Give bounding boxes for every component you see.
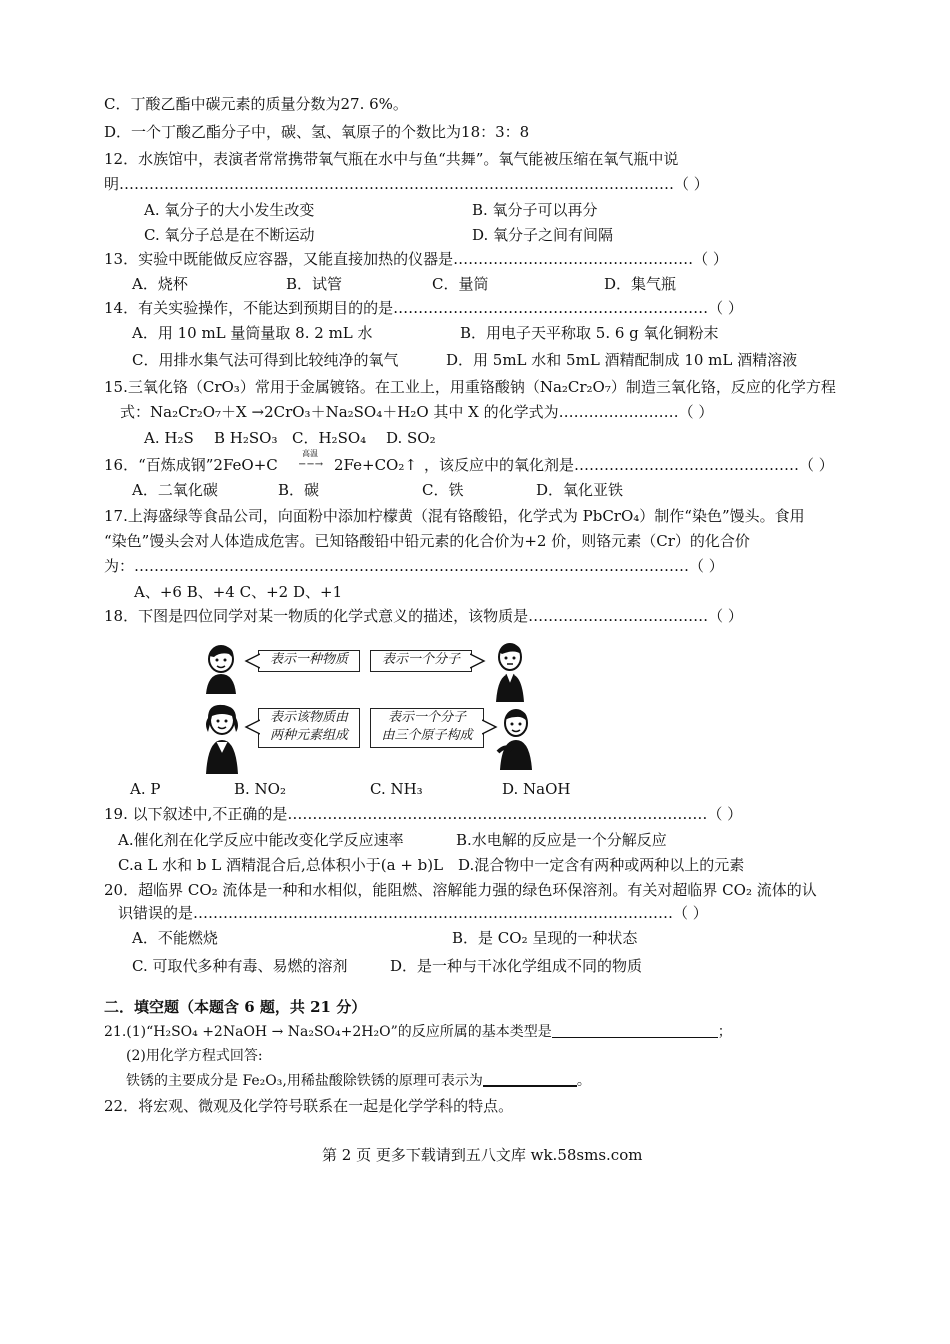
q15-option-b: B H₂SO₃ <box>214 429 278 447</box>
q19-option-b: B.水电解的反应是一个分解反应 <box>456 831 667 849</box>
q19-option-c: C.a L 水和 b L 酒精混合后,总体积小于(a + b)L <box>118 856 444 874</box>
q15-stem-line1: 15.三氧化铬（CrO₃）常用于金属镀铬。在工业上，用重铬酸钠（Na₂Cr₂O₇）制造三氧化铬，反应的化学方程 <box>104 378 836 396</box>
section-heading: 二．填空题（本题含 6 题，共 21 分） <box>104 998 367 1016</box>
q18-option-b: B. NO₂ <box>234 780 286 798</box>
q18-option-d: D. NaOH <box>502 780 571 798</box>
q20-option-a: A．不能燃烧 <box>132 929 218 947</box>
bubble-pointer-left-icon <box>244 718 260 736</box>
student-icon <box>202 644 240 694</box>
bubble-pointer-right-icon <box>470 652 486 670</box>
bubble-pointer-left-icon <box>244 652 260 670</box>
q16-option-b: B．碳 <box>278 481 320 499</box>
answer-blank-1[interactable] <box>552 1023 718 1038</box>
q20-option-d: D．是一种与干冰化学组成不同的物质 <box>390 957 643 975</box>
q21-part1-end: ； <box>717 1024 732 1040</box>
page-footer: 第 2 页 更多下载请到五八文库 wk.58sms.com <box>322 1146 643 1164</box>
q16-reaction-condition: 高温 <box>302 449 318 458</box>
q16-products: 2Fe+CO₂↑ <box>334 456 417 474</box>
q21-part1-text: 21.(1)“H₂SO₄ +2NaOH → Na₂SO₄+2H₂O”的反应所属的基本类型是 <box>104 1024 552 1040</box>
q20-option-c: C. 可取代多种有毒、易燃的溶剂 <box>132 957 348 975</box>
q15-option-c: C．H₂SO₄ <box>292 429 367 447</box>
q17-stem-line1: 17.上海盛绿等食品公司，向面粉中添加柠檬黄（混有铬酸铅，化学式为 PbCrO₄）制作“染色”馒头。食用 <box>104 507 805 525</box>
student-icon <box>200 702 244 774</box>
q13-stem: 13．实验中既能做反应容器，又能直接加热的仪器是…………………………………………（ ） <box>104 250 728 268</box>
q16-option-d: D．氧化亚铁 <box>536 481 624 499</box>
q21-part1 <box>104 1022 732 1042</box>
q12-option-c: C. 氧分子总是在不断运动 <box>144 226 315 244</box>
q14-option-c: C．用排水集气法可得到比较纯净的氧气 <box>132 351 399 369</box>
speech-bubble-1 <box>258 650 360 672</box>
speech-bubble-4 <box>370 708 484 748</box>
q21-part3 <box>126 1071 591 1091</box>
q12-stem-line2: 明…………………………………………………………………………………………………（ ） <box>104 175 709 193</box>
q20-option-b: B．是 CO₂ 呈现的一种状态 <box>452 929 638 947</box>
answer-blank-2[interactable] <box>483 1071 577 1087</box>
speech-bubble-3 <box>258 708 360 748</box>
q15-option-a: A. H₂S <box>144 429 194 447</box>
q14-stem: 14．有关实验操作，不能达到预期目的的是………………………………………………………（ ） <box>104 299 743 317</box>
q17-options: A、+6 B、+4 C、+2 D、+1 <box>134 583 343 601</box>
q19-stem: 19. 以下叙述中,不正确的是…………………………………………………………………………（ ） <box>104 805 743 823</box>
q17-stem-line3: 为：…………………………………………………………………………………………………（ ） <box>104 557 724 575</box>
q13-option-d: D．集气瓶 <box>604 275 677 293</box>
q12-stem-line1: 12．水族馆中，表演者常常携带氧气瓶在水中与鱼“共舞”。氧气能被压缩在氧气瓶中说 <box>104 150 679 168</box>
bubble-3-line1: 表示该物质由 <box>269 710 348 725</box>
q19-option-d: D.混合物中一定含有两种或两种以上的元素 <box>458 856 745 874</box>
q20-stem-line2: 识错误的是……………………………………………………………………………………（ ） <box>118 904 708 922</box>
q13-option-c: C．量筒 <box>432 275 489 293</box>
q11-option-d: D．一个丁酸乙酯分子中，碳、氢、氧原子的个数比为18：3：8 <box>104 123 530 141</box>
bubble-4-line2: 由三个原子构成 <box>381 728 473 743</box>
q14-option-b: B．用电子天平称取 5. 6 g 氧化铜粉末 <box>460 324 719 342</box>
q12-option-a: A. 氧分子的大小发生改变 <box>144 201 315 219</box>
q21-part3-text: 铁锈的主要成分是 Fe₂O₃,用稀盐酸除铁锈的原理可表示为 <box>126 1073 483 1089</box>
q18-figure <box>200 640 540 775</box>
bubble-3-line2: 两种元素组成 <box>269 728 348 743</box>
speech-bubble-2 <box>370 650 472 672</box>
bubble-4-line1: 表示一个分子 <box>387 710 466 725</box>
q21-part3-end: 。 <box>576 1073 591 1089</box>
student-icon <box>496 708 536 770</box>
q14-option-d: D．用 5mL 水和 5mL 酒精配制成 10 mL 酒精溶液 <box>446 351 798 369</box>
q16-stem-tail: ，该反应中的氧化剂是………………………………………（ ） <box>424 456 834 474</box>
q16-option-c: C．铁 <box>422 481 464 499</box>
q16-option-a: A．二氧化碳 <box>132 481 218 499</box>
q18-option-c: C. NH₃ <box>370 780 423 798</box>
bubble-1-text: 表示一种物质 <box>269 652 348 667</box>
q12-option-b: B. 氧分子可以再分 <box>472 201 598 219</box>
q22-stem: 22．将宏观、微观及化学符号联系在一起是化学学科的特点。 <box>104 1097 514 1115</box>
q17-stem-line2: “染色”馒头会对人体造成危害。已知铬酸铅中铅元素的化合价为+2 价，则铬元素（Cr）的化合价 <box>104 532 750 550</box>
q20-stem-line1: 20．超临界 CO₂ 流体是一种和水相似，能阻燃、溶解能力强的绿色环保溶剂。有关对超临界 CO₂ 流体的认 <box>104 881 817 899</box>
student-icon <box>490 642 530 702</box>
q15-stem-line2: 式：Na₂Cr₂O₇＋X →2CrO₃＋Na₂SO₄＋H₂O 其中 X 的化学式为……………………（ ） <box>120 403 714 421</box>
q14-option-a: A．用 10 mL 量筒量取 8. 2 mL 水 <box>132 324 373 342</box>
q19-option-a: A.催化剂在化学反应中能改变化学反应速率 <box>118 831 404 849</box>
q21-part2: (2)用化学方程式回答: <box>126 1048 263 1064</box>
bubble-2-text: 表示一个分子 <box>381 652 460 667</box>
q18-option-a: A. P <box>130 780 161 798</box>
q13-option-b: B．试管 <box>286 275 343 293</box>
q18-stem: 18．下图是四位同学对某一物质的化学式意义的描述，该物质是………………………………（ ） <box>104 607 743 625</box>
q16-reaction-arrow: −−→ <box>298 459 324 470</box>
q12-option-d: D. 氧分子之间有间隔 <box>472 226 614 244</box>
q11-option-c: C．丁酸乙酯中碳元素的质量分数为27. 6%。 <box>104 95 408 113</box>
q15-option-d: D. SO₂ <box>386 429 436 447</box>
q16-stem-head: 16．“百炼成钢”2FeO+C <box>104 456 278 474</box>
q13-option-a: A．烧杯 <box>132 275 188 293</box>
